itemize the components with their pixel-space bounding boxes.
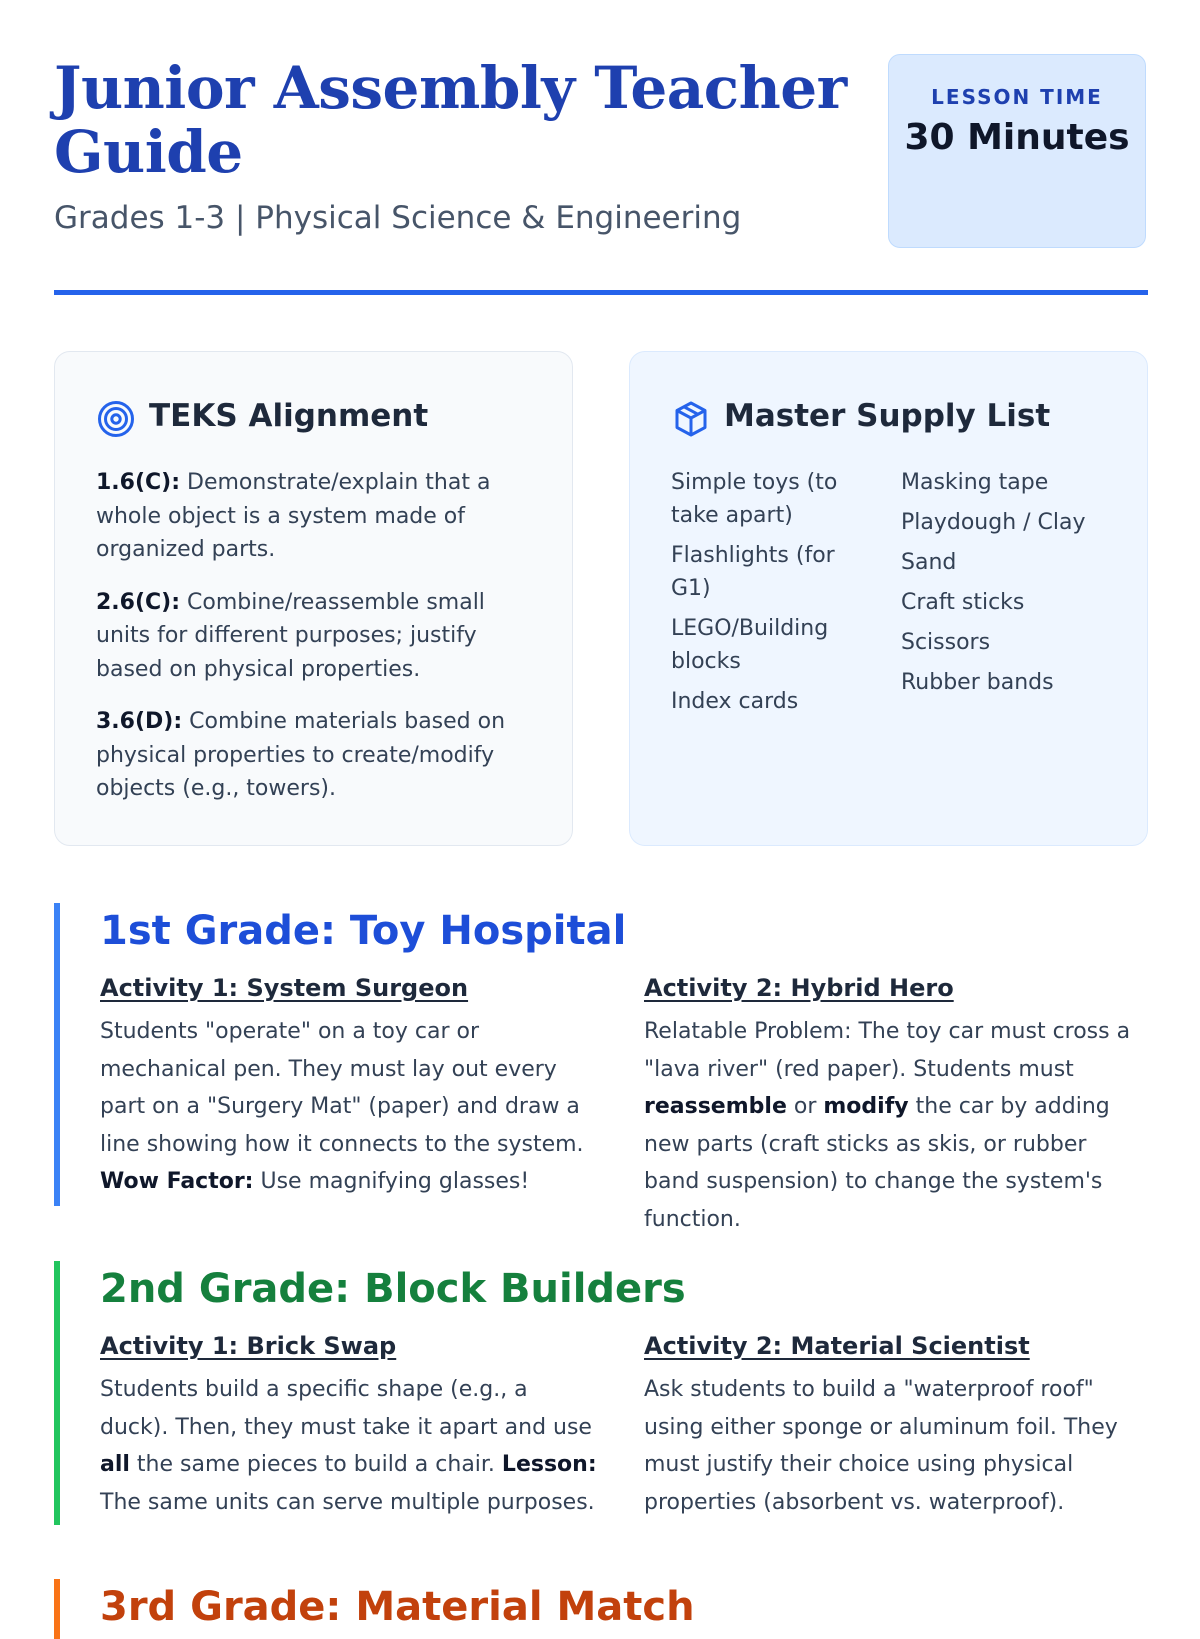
grade-title: 3rd Grade: Material Match <box>100 1584 695 1630</box>
page-header <box>54 50 1148 246</box>
supply-item: Rubber bands <box>901 670 1054 695</box>
header-divider <box>54 290 1148 295</box>
grade-title: 1st Grade: Toy Hospital <box>100 908 627 954</box>
teks-card-title: TEKS Alignment <box>149 398 429 434</box>
grade-accent-bar <box>54 903 60 1206</box>
activity-text: Use magnifying glasses! <box>253 1169 530 1194</box>
supply-item: Craft sticks <box>901 590 1025 615</box>
teks-list <box>96 466 536 825</box>
lesson-time-label: LESSON TIME <box>931 85 1103 109</box>
activity-emphasis: Wow Factor: <box>100 1169 254 1194</box>
activity-text: the same pieces to build a chair. <box>129 1452 502 1477</box>
supply-item: Flashlights (for G1) <box>671 543 835 601</box>
teks-code: 2.6(C): <box>96 589 181 615</box>
supply-card-title: Master Supply List <box>724 398 1051 434</box>
activity-emphasis: reassemble <box>644 1094 787 1119</box>
activity-card <box>100 1329 600 1521</box>
activity-emphasis: all <box>100 1452 130 1477</box>
activity-title: Activity 1: Brick Swap <box>100 1332 397 1360</box>
teks-item <box>96 705 536 806</box>
grade-section <box>54 1579 1148 1639</box>
teks-text: Combine/reassemble small units for different purposes; justify based on physical properties. <box>96 589 485 682</box>
lesson-time-badge <box>888 54 1146 248</box>
teks-code: 1.6(C): <box>96 470 181 495</box>
page-subtitle: Grades 1-3 | Physical Science & Engineering <box>54 200 742 236</box>
teks-item <box>96 466 536 567</box>
master-supply-card <box>629 351 1148 846</box>
activity-text: or <box>786 1094 824 1119</box>
activity-text: The same units can serve multiple purposes. <box>100 1489 595 1515</box>
teks-text: Combine materials based on physical properties to create/modify objects (e.g., towers). <box>96 709 506 801</box>
activity-description <box>644 1371 1144 1521</box>
activity-title: Activity 2: Material Scientist <box>644 1332 1030 1360</box>
activity-description <box>100 1013 600 1201</box>
target-icon <box>97 400 135 438</box>
activity-card <box>644 1329 1144 1521</box>
activity-text: Students build a specific shape (e.g., a duck). Then, they must take it apart and use <box>100 1377 592 1440</box>
lesson-time-value: 30 Minutes <box>904 117 1130 158</box>
teks-code: 3.6(D): <box>96 709 183 734</box>
supply-column-1 <box>671 466 881 725</box>
grade-accent-bar <box>54 1579 60 1639</box>
activity-text: Students "operate" on a toy car or mechanical pen. They must lay out every part on a "Surgery Mat" (paper) and draw a line showing how it connects to the system. <box>100 1019 584 1157</box>
activity-text: Ask students to build a "waterproof roof" using either sponge or aluminum foil. They must justify their choice using physical properties (absorbent vs. waterproof). <box>644 1377 1118 1515</box>
supply-item: Scissors <box>901 630 991 655</box>
grade-accent-bar <box>54 1261 60 1525</box>
activity-text: Relatable Problem: The toy car must cross a "lava river" (red paper). Students must <box>644 1019 1131 1082</box>
page-title: Junior Assembly Teacher Guide <box>54 54 847 186</box>
supply-item: Playdough / Clay <box>901 510 1086 535</box>
activity-card <box>644 971 1144 1238</box>
supply-item: Index cards <box>671 689 799 714</box>
teks-item <box>96 586 536 687</box>
grade-section <box>54 903 1148 1232</box>
activity-title: Activity 2: Hybrid Hero <box>644 974 954 1002</box>
teks-alignment-card <box>54 351 573 846</box>
activity-title: Activity 1: System Surgeon <box>100 974 469 1002</box>
box-icon <box>672 400 710 438</box>
activity-description <box>100 1371 600 1521</box>
supply-item: Sand <box>901 550 957 575</box>
activity-card <box>100 971 600 1201</box>
supply-item: LEGO/Building blocks <box>671 616 829 674</box>
activity-emphasis: Lesson: <box>501 1452 597 1477</box>
activity-text: the car by adding new parts (craft sticks as skis, or rubber band suspension) to change the system's function. <box>644 1094 1110 1232</box>
supply-column-2 <box>901 466 1121 706</box>
activity-emphasis: modify <box>823 1094 909 1119</box>
activity-description <box>644 1013 1144 1238</box>
grade-title: 2nd Grade: Block Builders <box>100 1266 686 1312</box>
supply-item: Simple toys (to take apart) <box>671 470 838 528</box>
grade-section <box>54 1261 1148 1525</box>
supply-item: Masking tape <box>901 470 1049 495</box>
teks-text: Demonstrate/explain that a whole object is a system made of organized parts. <box>96 470 491 562</box>
